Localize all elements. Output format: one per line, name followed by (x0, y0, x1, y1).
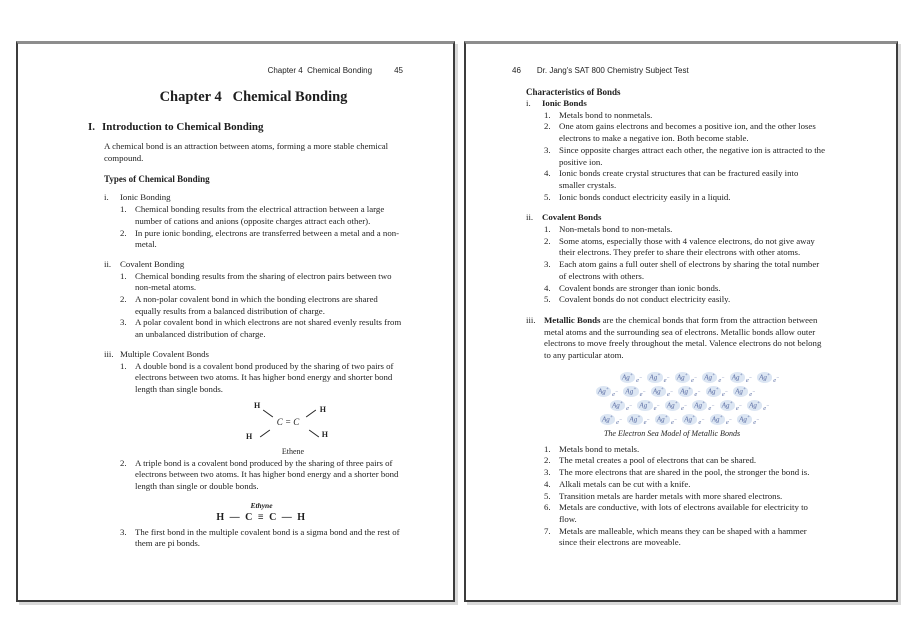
item-number: 2. (120, 227, 127, 238)
item-text: A triple bond is a covalent bond produced by the sharing of three pairs of electrons between two atoms. It has higher bond energy and a shorter bond length than single or double bonds. (135, 457, 399, 492)
silver-ion: Ag+ (680, 387, 692, 396)
silver-ion-electron-pair (655, 409, 677, 427)
metallic-bonds-term: Metallic Bonds (544, 314, 601, 325)
item-number: 5. (544, 191, 551, 202)
free-electron: e− (718, 375, 725, 384)
list-item (544, 283, 826, 295)
list-item (120, 527, 403, 550)
list-item (544, 168, 826, 191)
item-number: 1. (544, 443, 551, 454)
silver-ion: Ag+ (625, 387, 637, 396)
list-item (544, 491, 826, 503)
item-number: 3. (544, 259, 551, 270)
list-item (544, 479, 826, 491)
item-text: Covalent bonds are stronger than ionic bonds. (559, 282, 721, 293)
silver-ion: Ag+ (602, 415, 614, 424)
list-item (120, 204, 403, 227)
item-text: The more electrons that are shared in the pool, the stronger the bond is. (559, 467, 810, 478)
item-text: Chemical bonding results from the sharing of electron pairs between two non-metal atoms. (135, 270, 392, 293)
silver-ion: Ag+ (612, 401, 624, 410)
list-item (544, 526, 826, 549)
list-item (120, 458, 403, 493)
free-electron: e− (671, 417, 678, 426)
item-text: Ionic bonds create crystal structures that can be fractured easily into smaller crystals. (559, 168, 799, 190)
list-item (544, 455, 826, 467)
silver-ion-electron-pair (627, 409, 649, 427)
item-number: 1. (544, 224, 551, 235)
bond-line (260, 429, 270, 437)
carbon-double-bond: C = C (276, 416, 300, 427)
silver-ion: Ag+ (666, 401, 678, 410)
item-number: 1. (544, 109, 551, 120)
list-item (120, 361, 403, 396)
roman-label: iii. (104, 348, 114, 359)
hydrogen-atom: H (254, 400, 261, 410)
silver-ion: Ag+ (676, 373, 688, 382)
silver-ion: Ag+ (759, 373, 771, 382)
silver-ion-electron-pair (600, 409, 622, 427)
silver-ion: Ag+ (694, 401, 706, 410)
list-item (544, 121, 826, 144)
silver-ion: Ag+ (639, 401, 651, 410)
item-text: Ionic bonds conduct electricity easily in a liquid. (559, 191, 731, 202)
bond-line (263, 409, 273, 417)
list-item (544, 145, 826, 168)
silver-ion: Ag+ (629, 415, 641, 424)
list-item (120, 294, 403, 317)
free-electron: e− (691, 375, 698, 384)
item-text: Metals are malleable, which means they can be shaped with a hammer since their electrons are moveable. (559, 525, 807, 548)
free-electron: e− (653, 403, 660, 412)
free-electron: e− (725, 417, 733, 426)
list-item (544, 467, 826, 479)
chapter-title: Chapter 4 Chemical Bonding (159, 89, 348, 105)
silver-ion: Ag+ (731, 373, 743, 382)
item-text: The metal creates a pool of electrons that can be shared. (559, 455, 757, 466)
silver-ion: Ag+ (707, 387, 719, 396)
item-text: One atom gains electrons and becomes a positive ion, and the other loses electrons to make a negative ion. Both become stable. (559, 121, 816, 144)
item-text: Transition metals are harder metals with more shared electrons. (559, 490, 783, 501)
page-number-right: 46 (512, 66, 521, 75)
roman-label: iii. (526, 314, 536, 325)
electron-sea-caption: The Electron Sea Model of Metallic Bonds (603, 428, 741, 438)
free-electron: e− (721, 389, 729, 398)
free-electron: e− (694, 389, 701, 398)
roman-title: Ionic Bonds (542, 98, 587, 108)
item-text: Some atoms, especially those with 4 valence electrons, do not give away their electrons. They prefer to share their electrons with other atoms. (559, 235, 815, 258)
ethene-caption: Ethene (281, 446, 305, 456)
characteristics-heading: Characteristics of Bonds (526, 87, 621, 97)
silver-ion-electron-pair (682, 409, 704, 427)
item-text: Covalent bonds do not conduct electricity easily. (559, 294, 731, 305)
free-electron: e− (639, 389, 646, 398)
intro-paragraph: A chemical bond is an attraction between atoms, forming a more stable chemical compound. (104, 141, 389, 163)
item-text: Metals bond to metals. (559, 443, 640, 454)
free-electron: e− (708, 403, 715, 412)
free-electron: e− (643, 417, 650, 426)
item-text: The first bond in the multiple covalent bond is a sigma bond and the rest of them are pi bonds. (135, 526, 400, 549)
electron-sea-row (610, 395, 826, 412)
ionic-bonds-block (526, 98, 826, 203)
list-item (544, 502, 826, 525)
item-number: 1. (120, 360, 127, 371)
hydrogen-atom: H (321, 429, 328, 439)
item-text: A double bond is a covalent bond produced by the sharing of two pairs of electrons between two atoms. It has higher bond energy and shorter bond length than single bonds. (135, 360, 394, 394)
roman-label: i. (526, 98, 531, 108)
item-number: 7. (544, 525, 551, 536)
covalent-bonding-block (104, 259, 403, 341)
free-electron: e− (753, 417, 760, 426)
list-item (544, 192, 826, 204)
multiple-covalent-bonds-block (104, 349, 403, 550)
silver-ion: Ag+ (711, 415, 723, 424)
metallic-intro-rest: are the chemical bonds that form from the attraction between metal atoms and the surrounding sea of electrons. Metallic bonds allow outer electrons to move freely throughout the metal. Valence electrons do not belong to any particular atom. (544, 314, 822, 361)
item-number: 2. (544, 455, 551, 466)
electron-sea-row (620, 367, 826, 384)
roman-label: ii. (526, 212, 534, 223)
ionic-bonding-heading (104, 192, 403, 204)
running-header-text: Chapter 4 Chemical Bonding (267, 66, 373, 75)
page-number-left: 45 (394, 66, 403, 75)
covalent-bonds-block (526, 212, 826, 306)
electron-sea-row (596, 381, 826, 398)
ionic-bonds-heading (526, 98, 826, 110)
metallic-bonds-block (526, 315, 826, 549)
free-electron: e− (616, 417, 623, 426)
roman-title: Covalent Bonds (542, 212, 602, 223)
item-number: 3. (120, 526, 127, 537)
free-electron: e− (681, 403, 688, 412)
covalent-bonds-heading (526, 212, 826, 224)
silver-ion: Ag+ (739, 415, 751, 424)
ionic-bonding-block (104, 192, 403, 251)
item-text: Chemical bonding results from the electrical attraction between a large number of cations and anions (opposite charges attract each other). (135, 204, 385, 226)
item-number: 4. (544, 282, 551, 293)
item-number: 1. (120, 270, 127, 281)
free-electron: e− (749, 389, 756, 398)
free-electron: e− (735, 403, 743, 412)
ethyne-formula: H — C ≡ C — H (216, 511, 307, 523)
list-item (544, 259, 826, 282)
ethene-structure-diagram (238, 400, 348, 456)
free-electron: e− (636, 375, 643, 384)
silver-ion-electron-pair (710, 409, 732, 427)
page-right (464, 41, 898, 602)
item-number: 4. (544, 168, 551, 179)
item-text: In pure ionic bonding, electrons are transferred between a metal and a non-metal. (135, 227, 400, 250)
bond-line (309, 429, 319, 437)
roman-title: Multiple Covalent Bonds (120, 348, 209, 359)
roman-title: Covalent Bonding (120, 258, 185, 269)
item-number: 6. (544, 502, 551, 513)
free-electron: e− (698, 417, 705, 426)
types-heading: Types of Chemical Bonding (104, 174, 210, 185)
silver-ion: Ag+ (649, 373, 661, 382)
roman-label: i. (104, 192, 109, 203)
ethyne-caption: Ethyne (250, 500, 273, 510)
item-number: 4. (544, 478, 551, 489)
metallic-bonds-paragraph (526, 315, 826, 362)
free-electron: e− (763, 403, 770, 412)
silver-ion: Ag+ (598, 387, 610, 396)
electron-sea-diagram (596, 367, 826, 426)
running-header-right (512, 66, 826, 75)
item-text: A polar covalent bond in which electrons are not shared evenly results from an unbalanced distribution of charge. (135, 317, 402, 340)
running-header-text: Dr. Jang's SAT 800 Chemistry Subject Test (536, 66, 689, 75)
free-electron: e− (663, 375, 670, 384)
item-number: 2. (120, 457, 127, 468)
silver-ion: Ag+ (622, 373, 634, 382)
item-text: Each atom gains a full outer shell of electrons by sharing the total number of electrons with others. (559, 259, 820, 281)
running-header-left (104, 66, 403, 75)
hydrogen-atom: H (246, 431, 253, 441)
silver-ion: Ag+ (684, 415, 696, 424)
item-text: Metals are conductive, with lots of electrons available for electricity to flow. (559, 502, 808, 524)
silver-ion: Ag+ (704, 373, 716, 382)
list-item (544, 236, 826, 259)
silver-ion: Ag+ (735, 387, 747, 396)
item-text: A non-polar covalent bond in which the bonding electrons are shared equally results from a balanced distribution of charge. (135, 294, 378, 316)
item-number: 2. (120, 294, 127, 305)
page-left (16, 41, 455, 602)
list-item (120, 317, 403, 340)
roman-title: Ionic Bonding (120, 192, 171, 203)
hydrogen-atom: H (319, 404, 326, 414)
item-text: Alkali metals can be cut with a knife. (559, 478, 691, 489)
list-item (544, 110, 826, 122)
item-text: Non-metals bond to non-metals. (559, 224, 673, 235)
list-item (120, 271, 403, 294)
silver-ion: Ag+ (749, 401, 761, 410)
list-item (120, 228, 403, 251)
electron-sea-row (600, 409, 826, 426)
item-number: 5. (544, 294, 551, 305)
free-electron: e− (612, 389, 619, 398)
section-title: Introduction to Chemical Bonding (102, 121, 264, 133)
item-number: 2. (544, 235, 551, 246)
list-item (544, 444, 826, 456)
metallic-paragraph-text (544, 315, 826, 362)
silver-ion: Ag+ (652, 387, 664, 396)
multiple-covalent-heading (104, 349, 403, 361)
silver-ion: Ag+ (721, 401, 733, 410)
item-number: 3. (120, 317, 127, 328)
item-text: Metals bond to nonmetals. (559, 109, 653, 120)
free-electron: e− (773, 375, 780, 384)
item-text: Since opposite charges attract each other, the negative ion is attracted to the positive ion. (559, 144, 825, 167)
list-item (544, 224, 826, 236)
item-number: 2. (544, 121, 551, 132)
silver-ion-electron-pair (737, 409, 759, 427)
list-item (544, 294, 826, 306)
bond-line (306, 409, 316, 417)
section-number: I. (88, 121, 96, 133)
free-electron: e− (745, 375, 753, 384)
free-electron: e− (667, 389, 674, 398)
item-number: 5. (544, 490, 551, 501)
item-number: 3. (544, 467, 551, 478)
silver-ion: Ag+ (656, 415, 668, 424)
section-heading (88, 121, 403, 133)
free-electron: e− (626, 403, 633, 412)
item-number: 3. (544, 144, 551, 155)
ethyne-structure-diagram (120, 501, 403, 523)
item-number: 1. (120, 204, 127, 215)
covalent-bonding-heading (104, 259, 403, 271)
roman-label: ii. (104, 258, 112, 269)
